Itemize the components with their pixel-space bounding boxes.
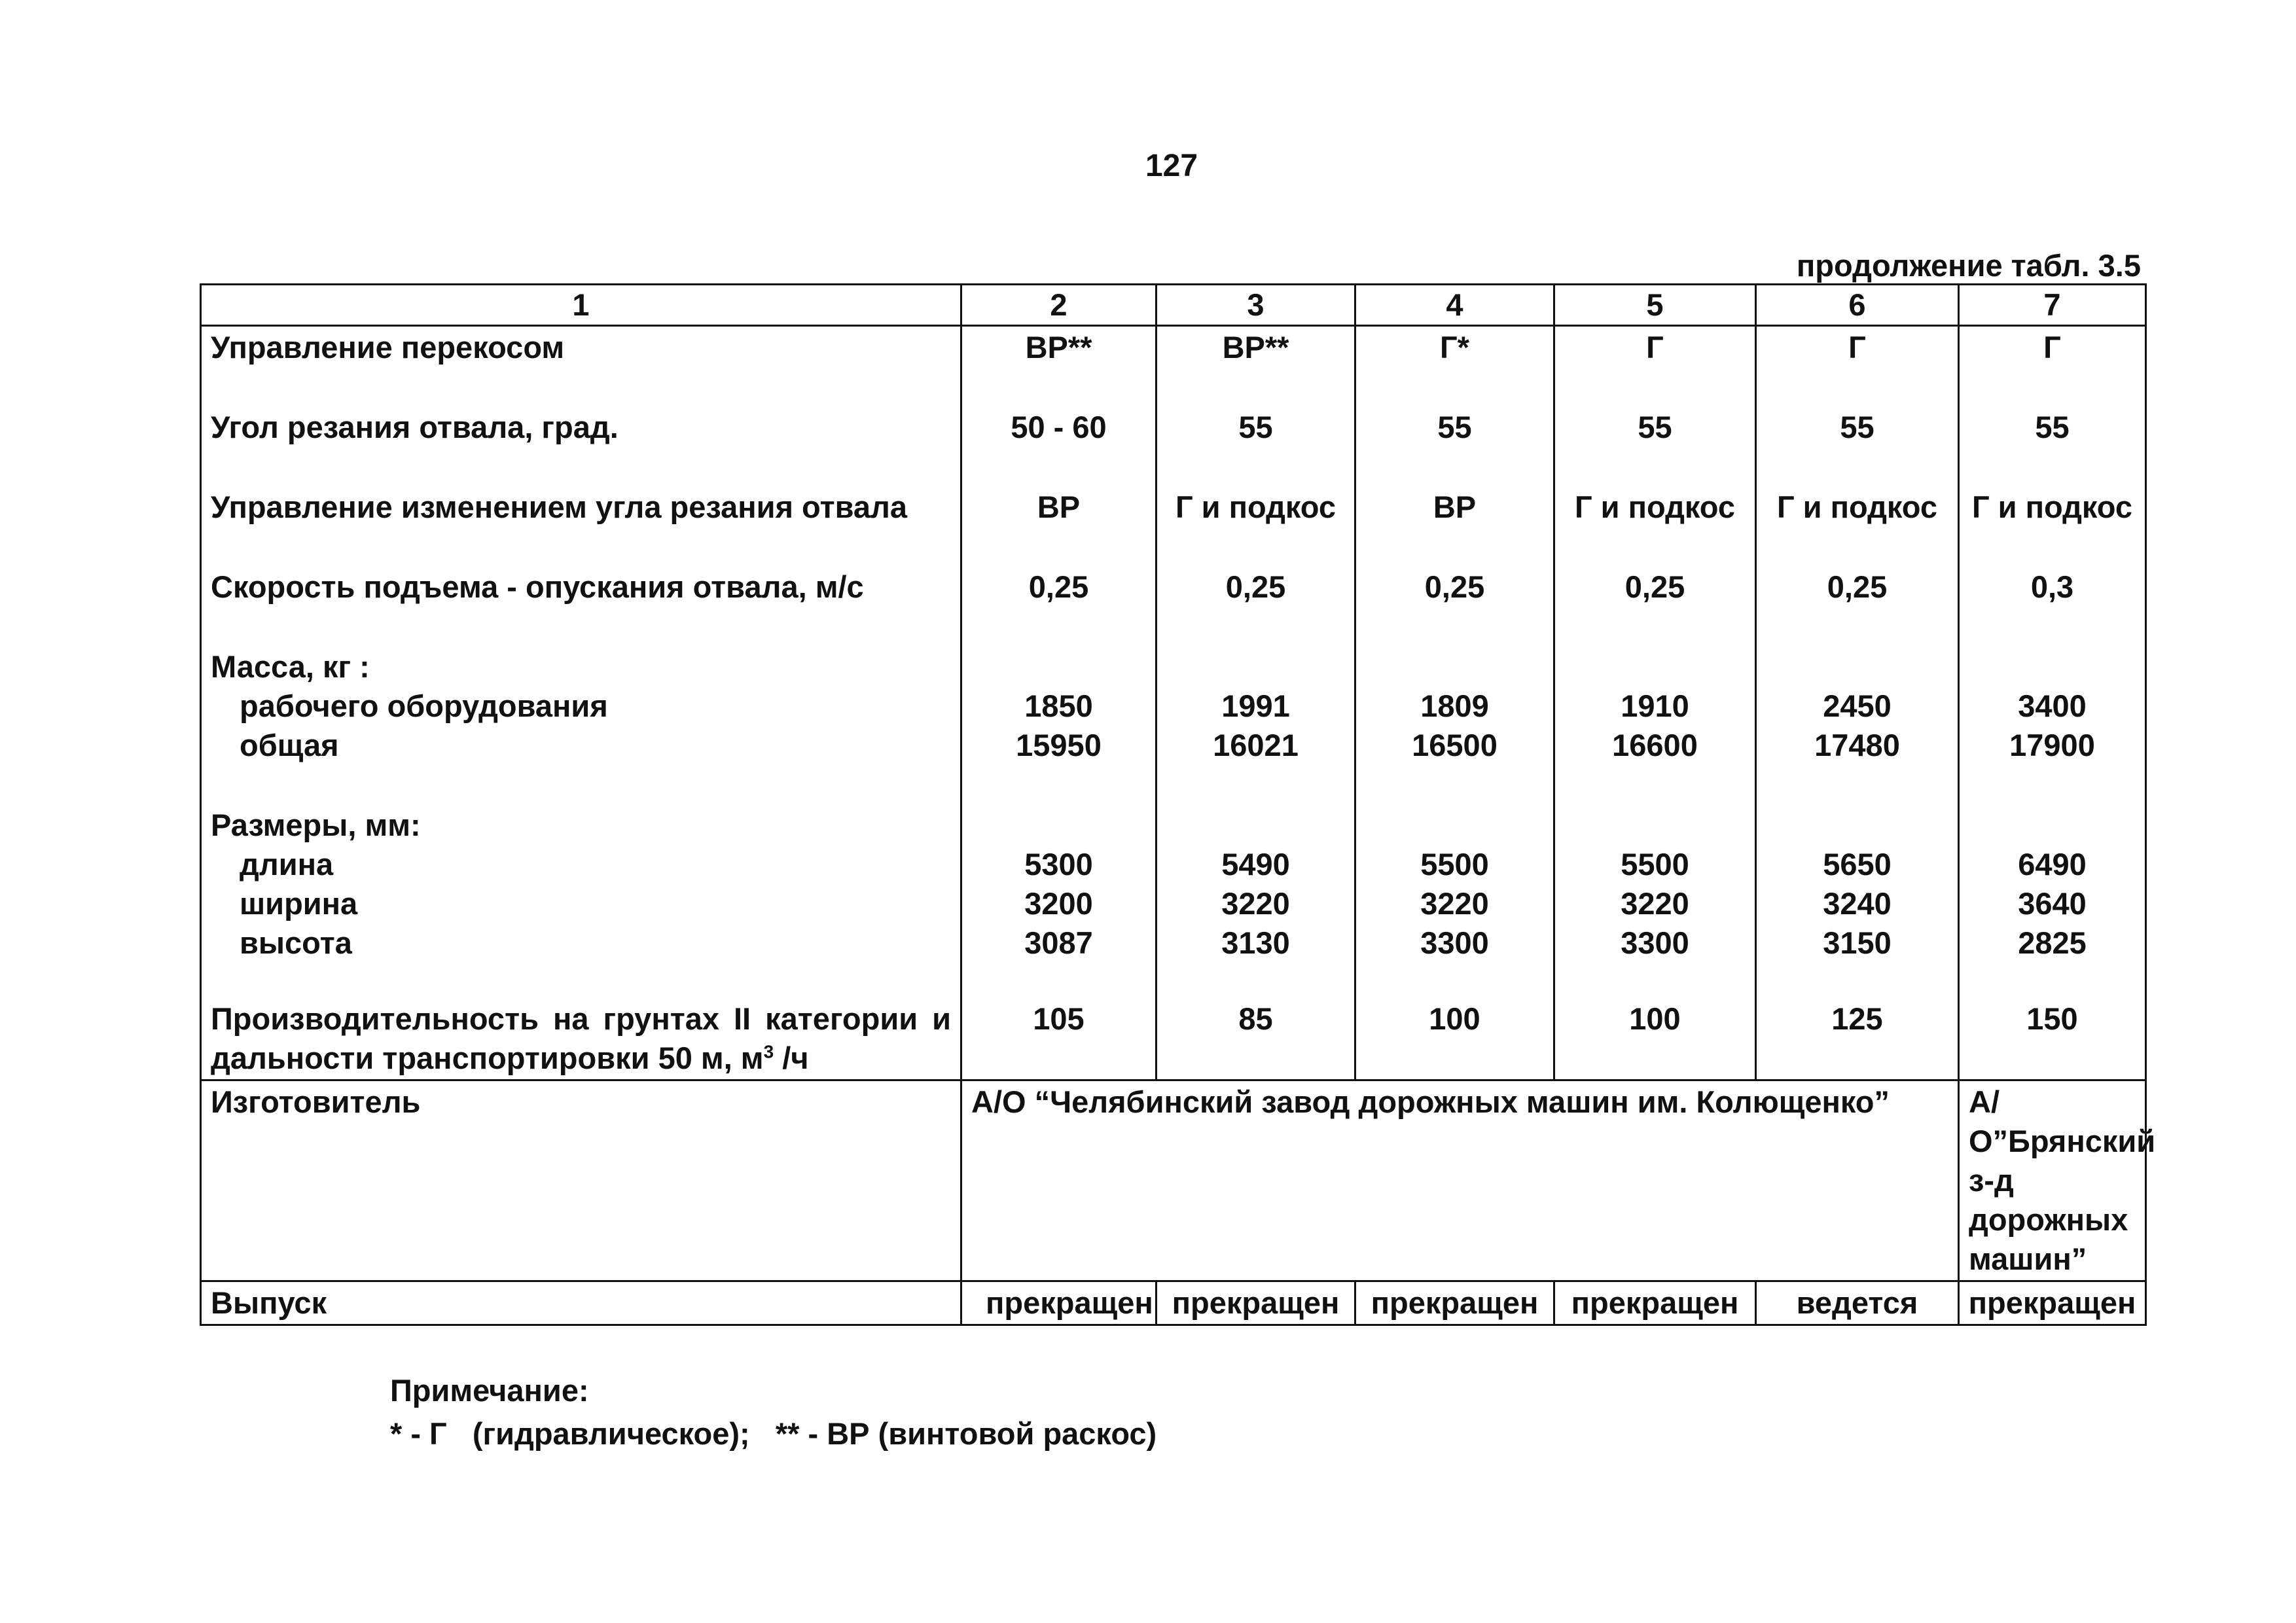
header-cell: 1 (201, 285, 961, 326)
row-label-mass (201, 646, 961, 766)
table-row (201, 406, 2146, 448)
table-cell: 0,25 (1157, 566, 1355, 608)
table-cell: 0,25 (1756, 566, 1959, 608)
table-row (201, 486, 2146, 528)
table-cell: 5300 3200 3087 (961, 804, 1157, 964)
table-cell: 6490 3640 2825 (1959, 804, 2146, 964)
table-cell: прекращен (1554, 1281, 1756, 1325)
row-label-angle-control: Управление изменением угла резания отвала (201, 486, 961, 528)
table-cell: 0,25 (1355, 566, 1554, 608)
table-caption: продолжение табл. 3.5 (1796, 248, 2141, 283)
table-cell: Г (1959, 326, 2146, 369)
table-cell: 100 (1355, 998, 1554, 1080)
table-row (201, 1080, 2146, 1281)
table-cell: 55 (1959, 406, 2146, 448)
table-cell: 55 (1355, 406, 1554, 448)
table-cell: ведется (1756, 1281, 1959, 1325)
table-cell: Г и подкос (1959, 486, 2146, 528)
table-cell: 5490 3220 3130 (1157, 804, 1355, 964)
header-cell: 7 (1959, 285, 2146, 326)
table-cell: 150 (1959, 998, 2146, 1080)
dimensions-heading: Размеры, мм: (211, 808, 421, 842)
table-cell: 1991 16021 (1157, 646, 1355, 766)
mass-equipment-label: рабочего оборудования (240, 688, 608, 723)
table-cell: 1910 16600 (1554, 646, 1756, 766)
table-row (201, 646, 2146, 766)
table-cell: прекращен (961, 1281, 1157, 1325)
row-label-dimensions (201, 804, 961, 964)
row-label-productivity: Производительность на грунтах II категории и дальности транспортировки 50 м, $м^3$ /ч (201, 998, 961, 1080)
table-cell: прекращен (1355, 1281, 1554, 1325)
row-label-angle: Угол резания отвала, град. (201, 406, 961, 448)
table-cell: ВР** (961, 326, 1157, 369)
dimensions-height-label: высота (240, 925, 352, 960)
spec-table (200, 283, 2156, 1326)
table-cell: 100 (1554, 998, 1756, 1080)
row-label-speed: Скорость подъема - опускания отвала, м/с (201, 566, 961, 608)
table-cell: 2450 17480 (1756, 646, 1959, 766)
table-cell: 55 (1157, 406, 1355, 448)
table-row (201, 1281, 2146, 1325)
notes-text: * - Г (гидравлическое); ** - ВР (винтовой раскос) (390, 1416, 1157, 1451)
table-cell: 105 (961, 998, 1157, 1080)
row-label-skew: Управление перекосом (201, 326, 961, 369)
table-cell: 5500 3220 3300 (1355, 804, 1554, 964)
table-cell: Г и подкос (1756, 486, 1959, 528)
table-cell: 85 (1157, 998, 1355, 1080)
mass-total-label: общая (240, 728, 339, 762)
table-cell: 5650 3240 3150 (1756, 804, 1959, 964)
table-cell: Г и подкос (1554, 486, 1756, 528)
table-row (201, 804, 2146, 964)
table-cell: 1809 16500 (1355, 646, 1554, 766)
table-cell: Г (1554, 326, 1756, 369)
table-cell: 0,25 (1554, 566, 1756, 608)
manufacturer-bryansk: А/О”Брянский з-д дорожных машин” (1959, 1080, 2146, 1281)
table-notes (390, 1369, 1157, 1455)
table-cell: 5500 3220 3300 (1554, 804, 1756, 964)
manufacturer-chelyabinsk: А/О “Челябинский завод дорожных машин им. Колющенко” (961, 1080, 1959, 1281)
table-cell: прекращен (1959, 1281, 2146, 1325)
table-cell: Г* (1355, 326, 1554, 369)
table-row (201, 326, 2146, 369)
table-cell: прекращен (1157, 1281, 1355, 1325)
table-cell: 50 - 60 (961, 406, 1157, 448)
table-cell: 125 (1756, 998, 1959, 1080)
header-cell: 3 (1157, 285, 1355, 326)
table-cell: 55 (1756, 406, 1959, 448)
table-cell: 1850 15950 (961, 646, 1157, 766)
table-row (201, 998, 2146, 1080)
table-cell: 0,3 (1959, 566, 2146, 608)
table-cell: 55 (1554, 406, 1756, 448)
table-cell: ВР (1355, 486, 1554, 528)
table-cell: ВР** (1157, 326, 1355, 369)
mass-heading: Масса, кг : (211, 649, 370, 684)
header-cell: 4 (1355, 285, 1554, 326)
dimensions-width-label: ширина (240, 886, 358, 921)
table-cell: ВР (961, 486, 1157, 528)
table-cell: 0,25 (961, 566, 1157, 608)
page-number: 127 (1145, 149, 1198, 183)
row-label-release: Выпуск (201, 1281, 961, 1325)
header-cell: 2 (961, 285, 1157, 326)
dimensions-length-label: длина (240, 847, 334, 882)
header-row (201, 285, 2146, 326)
notes-title: Примечание: (390, 1373, 589, 1408)
header-cell: 6 (1756, 285, 1959, 326)
header-cell: 5 (1554, 285, 1756, 326)
table-cell: 3400 17900 (1959, 646, 2146, 766)
table-row (201, 566, 2146, 608)
row-label-manufacturer: Изготовитель (201, 1080, 961, 1281)
table-cell: Г (1756, 326, 1959, 369)
table-cell: Г и подкос (1157, 486, 1355, 528)
